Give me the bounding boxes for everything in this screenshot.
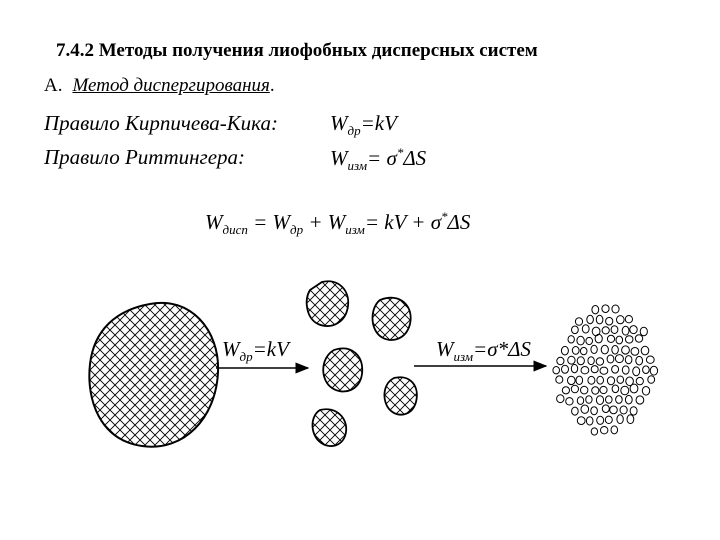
- formula-kirpichev-kick: $W_{др}=kV$: [330, 111, 397, 139]
- dispersed-particle: [610, 406, 618, 414]
- dispersed-particle: [576, 376, 583, 384]
- dispersed-particle: [636, 356, 643, 365]
- dispersed-particle: [592, 387, 599, 394]
- method-name: Метод диспергирования: [72, 75, 270, 96]
- dispersed-particle: [596, 358, 603, 365]
- dispersed-particle: [627, 415, 634, 424]
- dispersed-particle: [605, 416, 612, 423]
- dispersed-particle: [556, 376, 563, 383]
- dispersed-particle: [577, 417, 585, 425]
- method-line: [44, 75, 275, 97]
- dispersed-particle: [601, 345, 608, 354]
- dispersed-particle: [630, 384, 638, 393]
- rule-kirpichev-kick-label: Правило Кирпичева-Кика:: [44, 111, 278, 135]
- fragment-5: [313, 409, 347, 446]
- dispersed-particle: [607, 377, 614, 385]
- dispersed-particle: [582, 325, 589, 333]
- dispersed-particle: [601, 427, 608, 434]
- fragment-4: [384, 377, 416, 414]
- dispersed-particle: [622, 366, 629, 374]
- dispersed-particle: [643, 366, 650, 374]
- dispersed-particle: [586, 396, 592, 404]
- dispersed-particle: [633, 367, 640, 376]
- dispersed-particle: [606, 317, 613, 325]
- dispersed-particle: [602, 327, 609, 334]
- dispersed-particle: [617, 316, 625, 324]
- dispersed-particle: [580, 347, 587, 354]
- dispersed-particle: [641, 346, 649, 355]
- fragment-2: [373, 298, 411, 340]
- dispersed-particle: [572, 326, 579, 334]
- dispersed-particle: [602, 405, 609, 413]
- dispersed-particle: [625, 356, 632, 364]
- dispersed-particle: [591, 366, 598, 373]
- dispersed-particles: [553, 305, 658, 435]
- dispersed-particle: [581, 386, 588, 394]
- dispersed-particle: [602, 305, 609, 313]
- dispersed-particle: [625, 395, 632, 404]
- dispersed-particle: [577, 357, 584, 365]
- dispersed-particle: [620, 406, 627, 414]
- dispersed-particle: [625, 316, 632, 323]
- dispersed-particle: [592, 306, 599, 314]
- dispersed-particle: [612, 346, 619, 355]
- dispersed-particle: [586, 337, 593, 344]
- dispersed-particle: [611, 326, 618, 334]
- dispersed-particle: [612, 366, 619, 374]
- dispersed-particle: [616, 396, 623, 404]
- dispersed-particle: [568, 356, 575, 364]
- dispersed-particle: [572, 407, 579, 415]
- dispersed-particle: [571, 364, 577, 372]
- dispersed-particle: [640, 327, 647, 336]
- dispersed-particle: [575, 318, 582, 326]
- dispersed-particle: [631, 348, 639, 356]
- dispersed-particle: [577, 397, 583, 405]
- dispersed-particle: [615, 355, 623, 363]
- dispersed-particle: [568, 336, 574, 343]
- dispersed-particle: [581, 405, 589, 413]
- dispersed-particle: [611, 426, 618, 434]
- dispersed-particle: [612, 305, 619, 313]
- dispersed-particle: [562, 387, 569, 394]
- dispersed-particle: [630, 407, 637, 415]
- dispersed-particle: [596, 396, 603, 405]
- dispersed-particle: [591, 407, 598, 415]
- dispersed-particle: [568, 376, 576, 384]
- dispersed-particle: [571, 385, 578, 393]
- dispersed-particle: [600, 386, 607, 393]
- fragment-3: [323, 348, 362, 391]
- dispersed-particle: [636, 377, 643, 384]
- dispersed-particle: [600, 367, 608, 374]
- rule-rittinger-label: Правило Риттингера:: [44, 145, 246, 169]
- bulk-particle: [89, 303, 218, 447]
- dispersed-particle: [595, 334, 602, 343]
- dispersed-particle: [591, 428, 597, 435]
- fragment-1: [307, 281, 348, 326]
- dispersed-particle: [622, 346, 630, 354]
- dispersed-particle: [572, 347, 579, 355]
- dispersed-particle: [642, 387, 649, 396]
- formula-rittinger: $W_{изм}= \sigma^*\Delta S$: [330, 145, 427, 174]
- dispersed-particle: [597, 376, 604, 384]
- dispersed-particle: [588, 376, 595, 384]
- dispersed-particle: [648, 376, 655, 384]
- dispersed-particle: [591, 345, 597, 353]
- dispersed-particle: [577, 336, 584, 345]
- dispersed-particle: [646, 356, 654, 363]
- dispersed-particle: [562, 365, 569, 373]
- dispersion-diagram: [0, 260, 720, 460]
- dispersed-particle: [606, 396, 613, 403]
- dispersed-particle: [617, 415, 623, 424]
- arrow-crushing-label: $W_{др}=kV$: [222, 337, 289, 364]
- dispersed-particle: [635, 335, 642, 342]
- dispersed-particle: [630, 326, 637, 334]
- dispersed-particle: [561, 346, 568, 355]
- dispersed-particle: [617, 376, 624, 383]
- dispersed-particle: [557, 395, 564, 403]
- dispersed-particle: [612, 385, 619, 393]
- arrow-surface-label: $W_{изм}=\sigma*\Delta S$: [436, 337, 531, 364]
- method-end: .: [269, 75, 275, 96]
- dispersed-particle: [607, 355, 614, 363]
- dispersed-particle: [607, 335, 614, 342]
- method-letter: А.: [44, 75, 63, 96]
- formula-total-dispersion-work: $W_{дисп} = W_{др} + W_{изм}=$ kV + σ*ΔS: [205, 209, 471, 238]
- dispersed-particle: [586, 417, 593, 425]
- dispersed-particle: [596, 315, 603, 324]
- dispersed-particle: [621, 386, 629, 395]
- dispersed-particle: [636, 396, 644, 404]
- dispersed-particle: [588, 357, 594, 365]
- dispersed-particle: [566, 398, 573, 405]
- dispersed-particle: [597, 416, 604, 424]
- page-title: 7.4.2 Методы получения лиофобных дисперсных систем: [56, 40, 538, 61]
- dispersed-particle: [616, 336, 623, 344]
- dispersed-particle: [622, 326, 629, 335]
- dispersed-particle: [557, 357, 564, 364]
- dispersed-particle: [650, 366, 657, 375]
- dispersed-particle: [581, 367, 589, 374]
- dispersed-particle: [587, 315, 594, 323]
- dispersed-particle: [553, 367, 560, 374]
- dispersed-particle: [625, 336, 633, 343]
